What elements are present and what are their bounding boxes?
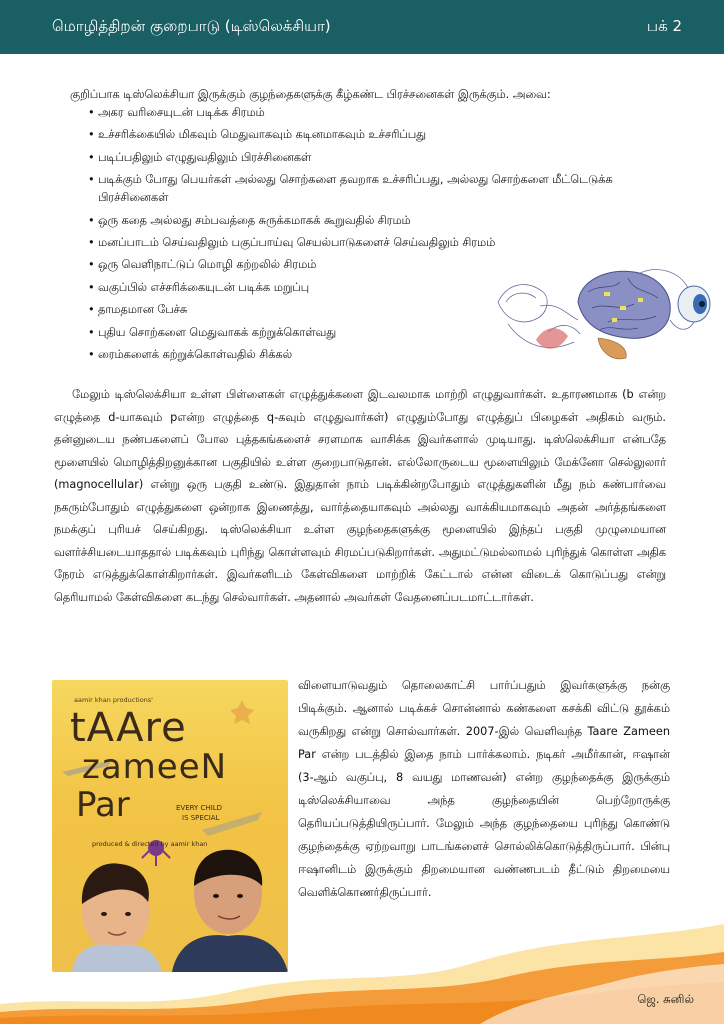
list-item: • உச்சரிக்கையில் மிகவும் மெதுவாகவும் கடினமாகவும் உச்சரிப்பது bbox=[88, 126, 658, 144]
author-credit: ஜெ. சுனில் bbox=[637, 992, 694, 1006]
footer-wave-decoration bbox=[0, 900, 724, 1024]
intro-text: குறிப்பாக டிஸ்லெக்சியா இருக்கும் குழந்தைகளுக்கு கீழ்கண்ட பிரச்சனைகள் இருக்கும். அவை: bbox=[70, 88, 551, 101]
list-item: • படிக்கும் போது பெயர்கள் அல்லது சொற்களை தவறாக உச்சரிப்பது, அல்லது சொற்களை மீட்டெடுக்க பிரச்சினைகள் bbox=[88, 171, 658, 207]
brain-illustration bbox=[488, 262, 718, 368]
list-item: • புதிய சொற்களை மெதுவாகக் கற்றுக்கொள்வது bbox=[88, 324, 658, 342]
body-paragraph-1: மேலும் டிஸ்லெக்சியா உள்ள பிள்ளைகள் எழுத்துக்களை இடவலமாக மாற்றி எழுதுவார்கள். உதாரணமாக (b என்ற எழுத்தை d-யாகவும் pஎன்ற எழுத்தை q-கவும் எழுதுவார்கள்) எழுதும்போது எழுத்துப் பிழைகள் அதிகம் வரும். தன்னுடைய நண்பகளைப் போல புத்தகங்களைச் சரளமாக வாசிக்க இவர்களால் முடியாது. டிஸ்லெக்சியா என்பதே மூளையில் மொழித்திறனுக்கான பகுதியில் உள்ள குறைபாடுதான். எல்லோருடைய மூளையிலும் மேக்னோ செல்லுலார் (magnocellular) என்று ஒரு பகுதி உண்டு. இதுதான் நாம் படிக்கின்றபோதும் எழுத்துகளின் மீது நம் கண்பார்வை நகரும்போதும் எழுத்துகளை ஒன்றாக இணைத்து, வார்த்தையாகவும் அல்லது வாக்கியமாகவும் அதன் அர்த்தங்களை நமக்குப் புரியச் செய்கிறது. டிஸ்லெக்சியா உள்ள குழந்தைகளுக்கு மூளையில் இந்தப் பகுதி முழுமையான வளர்ச்சியடையாததால் படிக்கவும் புரிந்து கொள்ளவும் சிரமப்படுகிறார்கள். அதுமட்டுமல்லாமல் புரிந்துக் கொள்ள அதிக நேரம் எடுத்துக்கொள்கிறார்கள். இவர்களிடம் கேள்விகளை மாற்றிக் கேட்டால் என்ன விடைக் கொடுப்பது என்று தெரியாமல் கேள்விகளை கடந்து செல்வார்கள். அதனால் அவர்கள் வேதனைப்படமாட்டார்கள். bbox=[54, 388, 666, 604]
list-item: • மனப்பாடம் செய்வதிலும் பகுப்பாய்வு செயல்பாடுகளைச் செய்வதிலும் சிரமம் bbox=[88, 234, 658, 252]
list-item: • ரைம்களைக் கற்றுக்கொள்வதில் சிக்கல் bbox=[88, 346, 658, 364]
poster-title-line-2: zameeN bbox=[82, 747, 228, 787]
poster-production: aamir khan productions' bbox=[74, 696, 153, 704]
page-header bbox=[0, 0, 724, 54]
header-title: மொழித்திறன் குறைபாடு (டிஸ்லெக்சியா) bbox=[52, 17, 331, 35]
poster-title-line-3: Par bbox=[76, 785, 130, 825]
list-item: • அகர வரிசையுடன் படிக்க சிரமம் bbox=[88, 104, 658, 122]
body-paragraph-2: விளையாடுவதும் தொலைகாட்சி பார்ப்பதும் இவர்களுக்கு நன்கு பிடிக்கும். ஆனால் படிக்கச் சொன்னால் கண்களை கசக்கி விட்டு தூக்கம் வருகிறது என்று சொல்வார்கள். 2007-இல் வெளிவந்த Taare Zameen Par என்ற படத்தில் இதை நாம் பார்க்கலாம். நடிகர் அமீர்கான், ஈஷான் (3-ஆம் வகுப்பு, 8 வயது மாணவன்) என்ற குழந்தைக்கு இருக்கும் டிஸ்லெக்சியாவை அந்த குழந்தையின் பெற்றோருக்கு தெரியப்படுத்தியிருப்பார். மேலும் அந்த குழந்தையை புரிந்து கொண்டு குழந்தைக்கு ஏற்றவாறு பாடங்களைச் சொல்லிக்கொடுத்திருப்பார். பின்பு ஈஷானிடம் இருக்கும் திறமையான வண்ணபடம் தீட்டும் திறமையை வெளிக்கொணர்திருப்பார். bbox=[298, 679, 670, 899]
poster-tagline-1: EVERY CHILD bbox=[176, 804, 223, 812]
list-item: • ஒரு வெளிநாட்டுப் மொழி கற்றலில் சிரமம் bbox=[88, 256, 658, 274]
list-item: • தாமதமான பேச்சு bbox=[88, 301, 658, 319]
list-item: • படிப்பதிலும் எழுதுவதிலும் பிரச்சினைகள் bbox=[88, 149, 658, 167]
list-item: • வகுப்பில் எச்சரிக்கையுடன் படிக்க மறுப்பு bbox=[88, 279, 658, 297]
list-item: • ஒரு கதை அல்லது சம்பவத்தை சுருக்கமாகக் கூறுவதில் சிரமம் bbox=[88, 212, 658, 230]
poster-tagline-2: IS SPECIAL bbox=[182, 814, 220, 822]
poster-title-line-1: tAAre bbox=[70, 705, 187, 751]
page-number: பக் 2 bbox=[646, 17, 682, 35]
poster-credit: produced & directed by aamir khan bbox=[92, 840, 208, 848]
